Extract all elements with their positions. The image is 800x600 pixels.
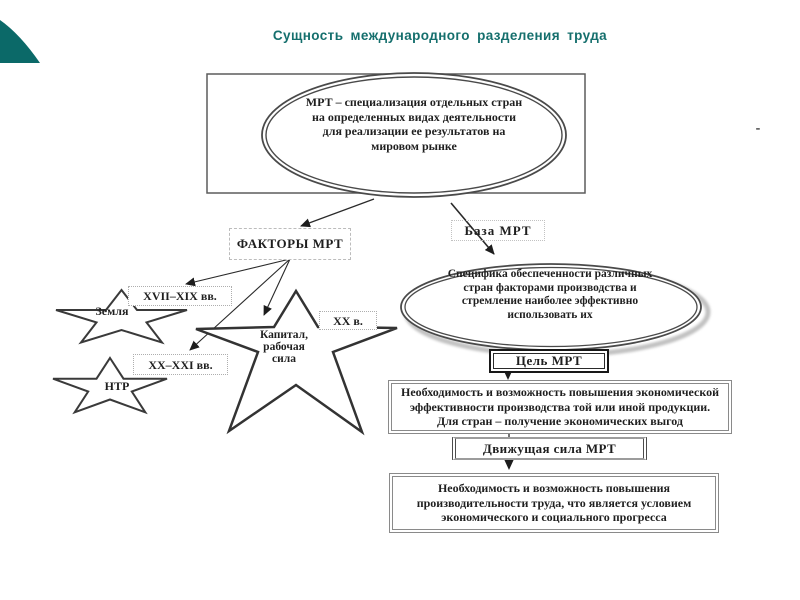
- corner-accent-shape: [0, 20, 40, 63]
- connector-factors-to-xvii: [186, 259, 290, 284]
- period-label-xvii-xix: XVII–XIX вв.: [128, 286, 232, 306]
- star-ntr-caption: НТР: [104, 379, 130, 394]
- slide-title: Сущность международного разделения труда: [272, 28, 608, 43]
- goal-mrt-box: Цель МРТ: [489, 349, 609, 373]
- specificity-ellipse-text: Специфика обеспеченности различных стран факторами производства и стремление наиболее эффективно использовать их: [447, 268, 653, 321]
- star-zemlya-caption: Земля: [95, 304, 129, 319]
- base-mrt-label: База МРТ: [451, 220, 545, 241]
- driving-force-box: Движущая сила МРТ: [452, 437, 647, 460]
- factors-mrt-box: ФАКТОРЫ МРТ: [229, 228, 351, 260]
- star-kapital-caption: Капитал, рабочая сила: [259, 328, 308, 366]
- period-label-xx-xxi: XX–XXI вв.: [133, 354, 228, 375]
- driving-force-description-box: Необходимость и возможность повышения производительности труда, что является условием экономического и социального прогресса: [389, 473, 719, 533]
- stray-dash-mark: -: [755, 121, 761, 136]
- connector-definition-to-factors: [301, 199, 374, 226]
- definition-ellipse-text: МРТ – специализация отдельных стран на определенных видах деятельности для реализации ее результатов на мировом рынке: [305, 95, 523, 153]
- period-label-xx: XX в.: [319, 311, 377, 330]
- goal-description-box: Необходимость и возможность повышения экономической эффективности производства той или иной продукции. Для стран – получение экономических выгод: [388, 380, 732, 434]
